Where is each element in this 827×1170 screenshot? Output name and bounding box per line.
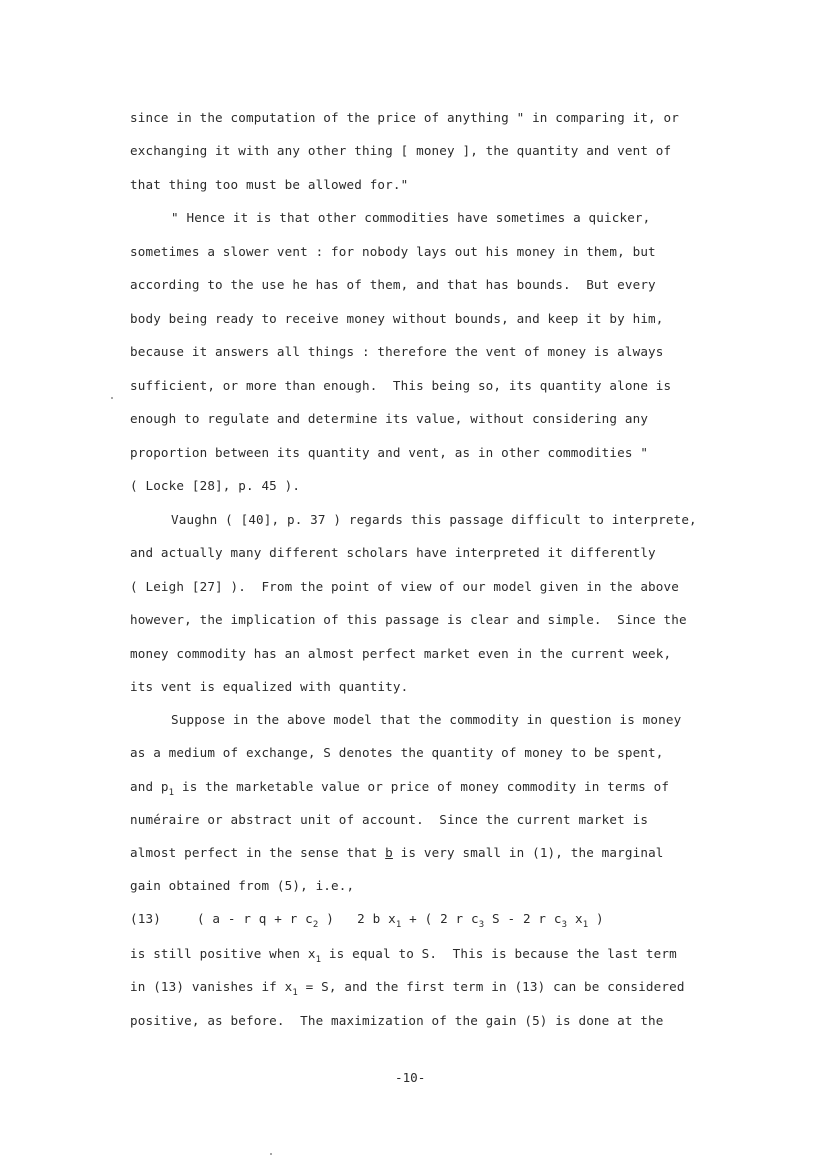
text-segment: is still positive when x [130, 946, 316, 961]
equation-part: + ( 2 r c [401, 911, 479, 926]
text-line: ( Locke [28], p. 45 ). [130, 478, 301, 493]
text-line: as a medium of exchange, S denotes the quantity of money to be spent, [130, 745, 664, 760]
text-line: according to the use he has of them, and that has bounds. But every [130, 277, 656, 292]
text-line: its vent is equalized with quantity. [130, 679, 409, 694]
text-line: enough to regulate and determine its value, without considering any [130, 411, 649, 426]
equation-part: ( a - r q + r c [196, 911, 313, 926]
subscript: 1 [395, 920, 402, 930]
text-line: however, the implication of this passage is clear and simple. Since the [130, 612, 687, 627]
text-line: Vaughn ( [40], p. 37 ) regards this passage difficult to interprete, [171, 512, 697, 527]
text-line: Suppose in the above model that the commodity in question is money [171, 712, 682, 727]
text-segment: in (13) vanishes if x [130, 979, 293, 994]
text-segment: is equal to S. This is because the last term [321, 946, 677, 961]
text-line [130, 845, 664, 861]
subscript: 2 [312, 920, 319, 930]
equation-part: ) 2 b x [318, 911, 396, 926]
subscript: 1 [582, 920, 589, 930]
text-segment: is very small in (1), the marginal [392, 845, 664, 860]
text-line: sufficient, or more than enough. This being so, its quantity alone is [130, 378, 672, 393]
page-number: -10- [395, 1070, 426, 1085]
text-line: and actually many different scholars have interpreted it differently [130, 545, 656, 560]
subscript: 3 [561, 920, 568, 930]
subscript: 3 [478, 920, 485, 930]
text-line [130, 979, 685, 998]
equation-13 [130, 911, 604, 930]
subscript: 1 [168, 788, 175, 798]
equation-part: S - 2 r c [484, 911, 562, 926]
text-line: gain obtained from (5), i.e., [130, 878, 355, 893]
equation-part: x [567, 911, 583, 926]
text-line: body being ready to receive money without bounds, and keep it by him, [130, 311, 664, 326]
equation-part: ) [588, 911, 604, 926]
subscript: 1 [315, 955, 322, 965]
text-segment: and p [130, 779, 169, 794]
text-line [130, 946, 677, 965]
text-line: " Hence it is that other commodities have sometimes a quicker, [171, 210, 651, 225]
text-line: proportion between its quantity and vent, as in other commodities " [130, 445, 649, 460]
equation-number: (13) [130, 911, 161, 926]
text-line: positive, as before. The maximization of the gain (5) is done at the [130, 1013, 664, 1028]
text-line: numéraire or abstract unit of account. Since the current market is [130, 812, 649, 827]
text-line: exchanging it with any other thing [ money ], the quantity and vent of [130, 143, 672, 158]
text-line [130, 779, 670, 798]
text-line: since in the computation of the price of anything " in comparing it, or [130, 110, 679, 125]
scan-speck [111, 397, 113, 399]
text-segment: is the marketable value or price of money commodity in terms of [174, 779, 670, 794]
text-segment: almost perfect in the sense that [130, 845, 386, 860]
underlined-symbol: b [385, 845, 393, 860]
scan-speck [270, 1153, 272, 1155]
text-line: that thing too must be allowed for." [130, 177, 409, 192]
text-line: money commodity has an almost perfect market even in the current week, [130, 646, 672, 661]
text-line: because it answers all things : therefore the vent of money is always [130, 344, 664, 359]
text-line: ( Leigh [27] ). From the point of view of our model given in the above [130, 579, 679, 594]
text-segment: = S, and the first term in (13) can be considered [297, 979, 685, 994]
text-line: sometimes a slower vent : for nobody lays out his money in them, but [130, 244, 656, 259]
subscript: 1 [292, 988, 298, 998]
